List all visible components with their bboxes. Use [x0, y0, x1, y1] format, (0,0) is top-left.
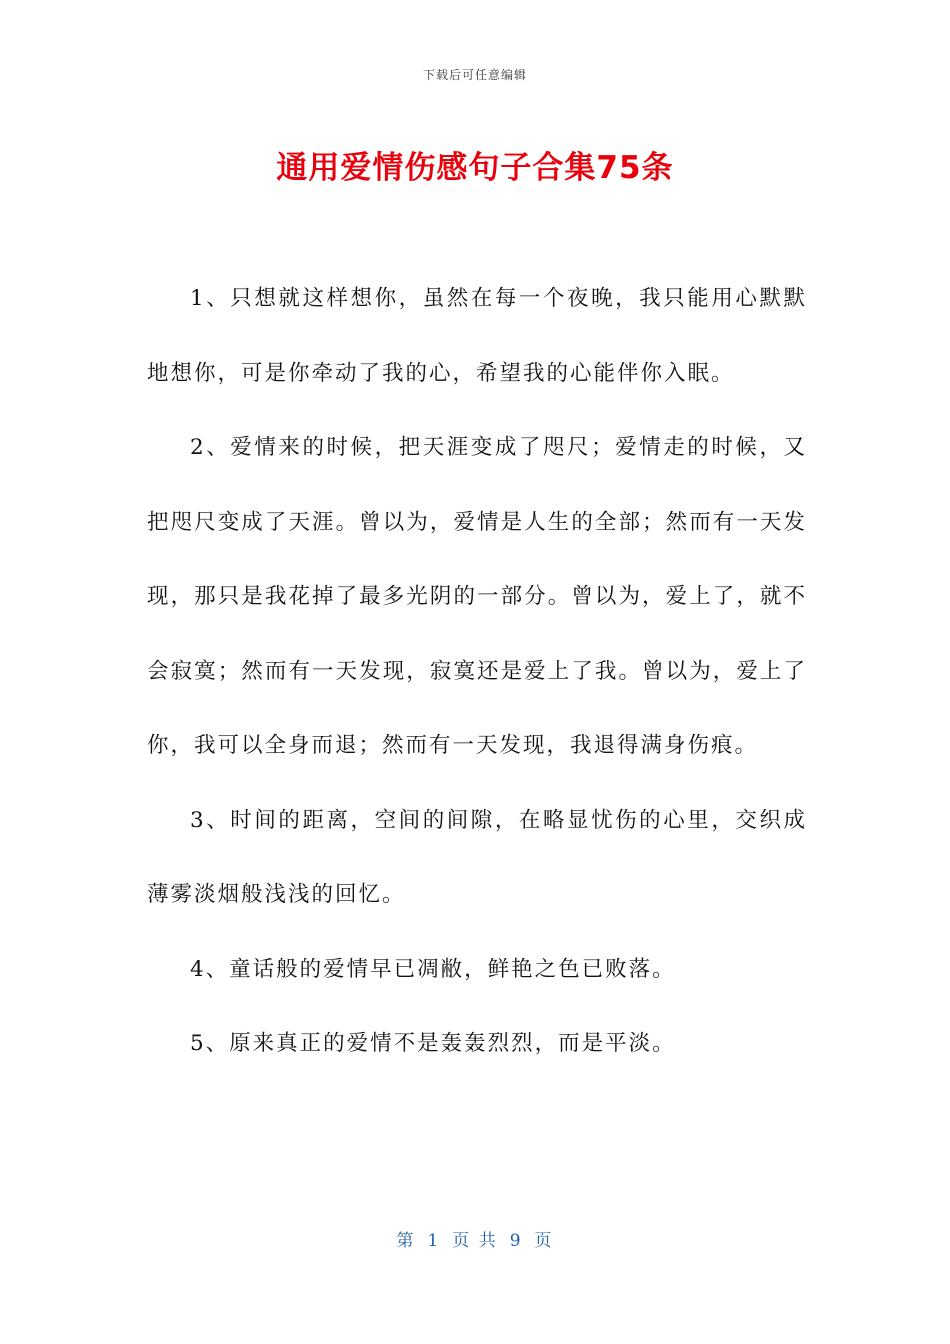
paragraph-1: 1、只想就这样想你，虽然在每一个夜晚，我只能用心默默地想你，可是你牵动了我的心，希望我的心能伴你入眠。	[147, 286, 807, 386]
page-footer	[0, 1226, 950, 1251]
document-title: 通用爱情伤感句子合集75条	[276, 150, 674, 186]
footer-suffix: 页	[534, 1231, 554, 1251]
paragraph-4: 4、童话般的爱情早已凋敝，鲜艳之色已败落。	[190, 956, 676, 982]
footer-middle: 页 共	[452, 1231, 498, 1251]
document-body	[147, 262, 807, 1082]
paragraph-5: 5、原来真正的爱情不是轰轰烈烈，而是平淡。	[190, 1031, 676, 1056]
paragraph-3: 3、时间的距离，空间的间隙，在略显忧伤的心里，交织成薄雾淡烟般浅浅的回忆。	[147, 807, 807, 907]
paragraph-2: 2、爱情来的时候，把天涯变成了咫尺；爱情走的时候，又把咫尺变成了天涯。曾以为，爱情是人生的全部；然而有一天发现，那只是我花掉了最多光阴的一部分。曾以为，爱上了，就不会寂寞；然而有一天发现，寂寞还是爱上了我。曾以为，爱上了你，我可以全身而退；然而有一天发现，我退得满身伤痕。	[147, 435, 807, 758]
current-page-number: 1	[427, 1231, 441, 1251]
header-note: 下载后可任意编辑	[422, 68, 527, 82]
total-pages-number: 9	[509, 1231, 523, 1251]
footer-prefix: 第	[396, 1231, 416, 1251]
